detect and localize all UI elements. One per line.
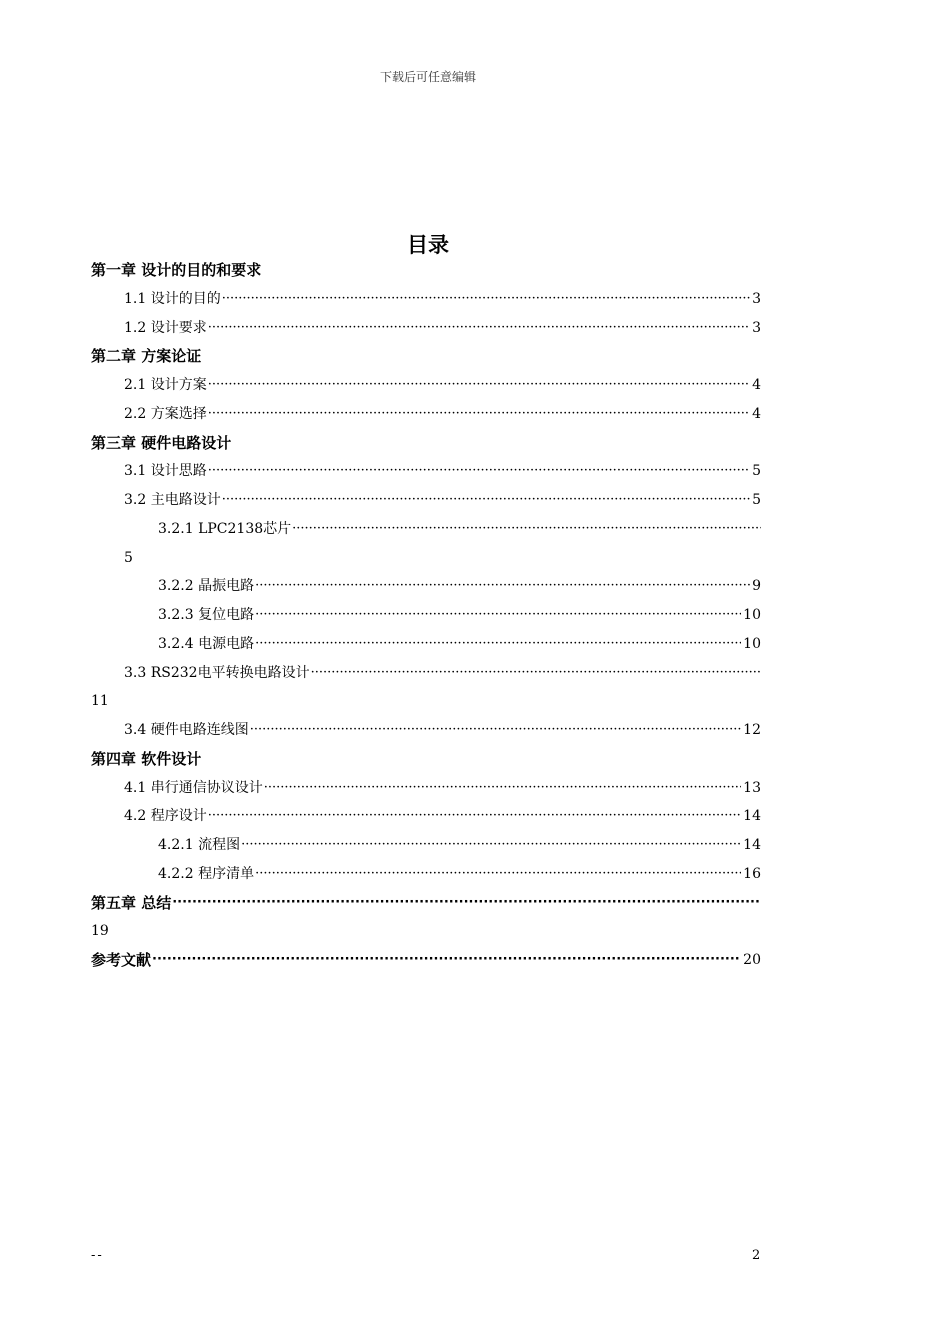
toc-leader-dots: [207, 459, 750, 483]
toc-entry[interactable]: [124, 488, 761, 512]
toc-entry[interactable]: [124, 287, 761, 311]
toc-entry[interactable]: [124, 402, 761, 426]
toc-entry[interactable]: [91, 891, 761, 915]
toc-page-number: 20: [743, 952, 761, 968]
footer-mark: --: [91, 1248, 104, 1263]
toc-leader-dots: [291, 517, 761, 541]
toc-entry[interactable]: [91, 948, 761, 972]
toc-entry-label: 3.2.1 LPC2138芯片: [158, 520, 292, 537]
toc-entry[interactable]: [158, 517, 761, 541]
toc-entry-label: 参考文献: [91, 951, 152, 969]
toc-entry-label: 3.2.2 晶振电路: [158, 578, 255, 595]
toc-entry[interactable]: [91, 747, 761, 771]
toc-entry-label: 4.1 串行通信协议设计: [124, 779, 263, 796]
toc-leader-dots: [221, 488, 750, 512]
toc-entry-label: 3.1 设计思路: [124, 463, 207, 480]
toc-entry-label: 第二章 方案论证: [91, 347, 202, 366]
toc-leader-dots: [254, 574, 750, 598]
toc-entry-label: 1.2 设计要求: [124, 319, 207, 336]
toc-entry[interactable]: [158, 862, 761, 886]
toc-entry[interactable]: [158, 574, 761, 598]
toc-entry[interactable]: [158, 632, 761, 656]
toc-leader-dots: [207, 402, 750, 426]
toc-entry-label: 第四章 软件设计: [91, 749, 202, 768]
toc-entry-label: 4.2.2 程序清单: [158, 865, 255, 882]
toc-page-number: 10: [743, 635, 761, 652]
toc-entry-label: 4.2.1 流程图: [158, 837, 241, 853]
toc-page-number: 3: [752, 319, 761, 336]
toc-entry[interactable]: [91, 431, 761, 455]
footer-page-number: 2: [752, 1248, 761, 1263]
toc-entry-label: 第五章 总结: [91, 893, 172, 912]
toc-page-number: 16: [743, 865, 761, 882]
toc-entry-label: 2.1 设计方案: [124, 377, 207, 393]
toc-entry[interactable]: [124, 459, 761, 483]
toc-page-number: 4: [752, 377, 761, 393]
toc-title: 目录: [407, 233, 449, 257]
toc-entry[interactable]: [124, 373, 761, 397]
toc-leader-dots: [263, 776, 741, 800]
toc-entry[interactable]: [124, 776, 761, 800]
toc-page-number: 5: [752, 492, 761, 508]
toc-page-number: 10: [743, 607, 761, 623]
toc-leader-dots: [151, 948, 741, 972]
toc-page-number: 11: [91, 693, 109, 710]
toc-leader-dots: [254, 862, 741, 886]
toc-leader-dots: [207, 804, 741, 828]
toc-entry[interactable]: [91, 258, 761, 282]
toc-page-number: 4: [752, 405, 761, 422]
toc-entry[interactable]: [158, 603, 761, 627]
toc-page-number: 5: [124, 549, 133, 566]
toc-leader-dots: [249, 718, 741, 742]
toc-entry[interactable]: [91, 344, 761, 368]
toc-leader-dots: [207, 373, 750, 397]
toc-entry[interactable]: [158, 833, 761, 857]
toc-page-number: 19: [91, 923, 109, 940]
toc-leader-dots: [171, 891, 761, 915]
toc-page-number: 14: [743, 808, 761, 825]
toc-page-number: 12: [743, 722, 761, 738]
toc-entry-label: 3.3 RS232电平转换电路设计: [124, 664, 310, 681]
toc-page-number: 3: [752, 290, 761, 307]
toc-entry-label: 第三章 硬件电路设计: [91, 433, 232, 452]
toc-entry-label: 3.2 主电路设计: [124, 492, 221, 508]
toc-entry-label: 第一章 设计的目的和要求: [91, 261, 262, 279]
toc-entry-label: 4.2 程序设计: [124, 808, 207, 825]
toc-entry[interactable]: [124, 316, 761, 340]
toc-leader-dots: [207, 316, 750, 340]
toc-entry-label: 2.2 方案选择: [124, 405, 207, 422]
toc-leader-dots: [310, 661, 761, 685]
toc-entry-label: 3.2.3 复位电路: [158, 607, 255, 623]
toc-leader-dots: [240, 833, 741, 857]
toc-entry[interactable]: [124, 804, 761, 828]
toc-leader-dots: [254, 603, 741, 627]
toc-entry[interactable]: [124, 718, 761, 742]
toc-page-number: 5: [752, 463, 761, 480]
toc-entry-label: 3.4 硬件电路连线图: [124, 722, 249, 738]
toc-leader-dots: [221, 287, 750, 311]
toc-leader-dots: [254, 632, 741, 656]
toc-page-number: 13: [743, 779, 761, 796]
toc-entry-label: 1.1 设计的目的: [124, 290, 221, 307]
page-header: 下载后可任意编辑: [379, 70, 476, 84]
toc-page-number: 14: [743, 837, 761, 853]
toc-entry-label: 3.2.4 电源电路: [158, 635, 255, 652]
toc-entry[interactable]: [124, 661, 761, 685]
toc-page-number: 9: [752, 578, 761, 595]
